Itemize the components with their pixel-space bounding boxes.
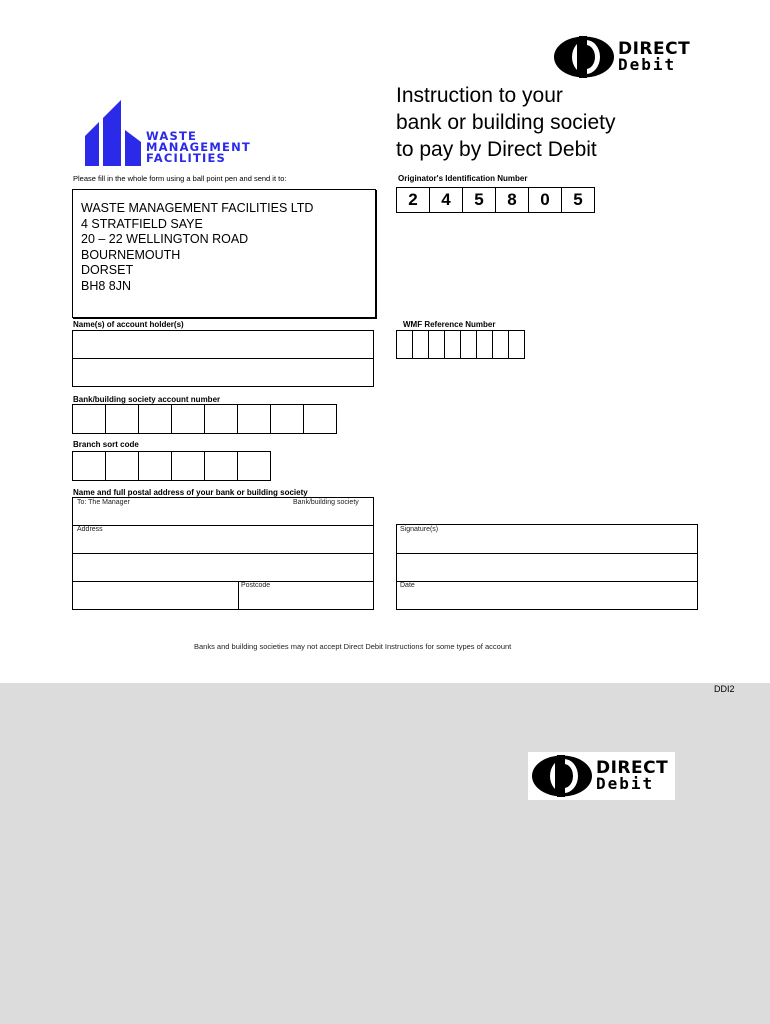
field-divider: [73, 525, 373, 526]
reference-cell[interactable]: [428, 330, 445, 359]
reference-cell[interactable]: [508, 330, 525, 359]
reference-cell[interactable]: [444, 330, 461, 359]
sort-code-cell[interactable]: [72, 451, 106, 481]
reference-cell[interactable]: [460, 330, 477, 359]
sort-code-label: Branch sort code: [73, 440, 139, 449]
to-manager-label: To: The Manager: [77, 499, 130, 506]
form-title: [396, 82, 615, 163]
address-line: WASTE MANAGEMENT FACILITIES LTD: [81, 201, 314, 215]
reference-cell[interactable]: [476, 330, 493, 359]
account-number-label: Bank/building society account number: [73, 395, 221, 404]
originator-digit: 4: [429, 187, 463, 213]
originator-label: Originator's Identification Number: [398, 174, 528, 183]
account-number-cell[interactable]: [171, 404, 205, 434]
originator-digit: 0: [528, 187, 562, 213]
bank-address-heading: Name and full postal address of your bank or building society: [73, 488, 308, 497]
logo-line1: DIRECT: [618, 38, 691, 59]
address-line: BOURNEMOUTH: [81, 247, 181, 262]
reference-cell[interactable]: [412, 330, 429, 359]
direct-debit-emblem-icon: [553, 36, 615, 78]
account-holder-field[interactable]: [72, 330, 374, 387]
date-label: Date: [400, 582, 415, 589]
reference-cell[interactable]: [492, 330, 509, 359]
grey-panel: [0, 683, 770, 1024]
reference-number-field[interactable]: [396, 330, 525, 359]
reference-cell[interactable]: [396, 330, 413, 359]
signature-label: Signature(s): [400, 526, 439, 533]
address-line: 4 STRATFIELD SAYE: [81, 216, 203, 231]
bank-name-label: Bank/building society: [293, 499, 359, 506]
address-line: 20 – 22 WELLINGTON ROAD: [81, 232, 249, 246]
field-divider: [73, 581, 373, 582]
field-divider: [73, 358, 373, 359]
reference-label: WMF Reference Number: [403, 320, 496, 329]
originator-id-boxes: [396, 187, 595, 213]
account-number-cell[interactable]: [270, 404, 304, 434]
sort-code-field[interactable]: [72, 451, 271, 481]
direct-debit-logo-bottom: [528, 752, 675, 800]
field-divider: [73, 553, 373, 554]
title-line3: to pay by Direct Debit: [396, 138, 597, 161]
field-divider: [397, 581, 697, 582]
form-code: DDI2: [714, 684, 735, 694]
wmf-logo-line2: MANAGEMENT: [146, 140, 251, 154]
sort-code-cell[interactable]: [204, 451, 238, 481]
field-divider: [397, 553, 697, 554]
bank-address-field[interactable]: [72, 497, 374, 610]
direct-debit-emblem-icon: [531, 755, 593, 797]
wmf-logo-line1: WASTE: [146, 129, 198, 143]
title-line1: Instruction to your: [396, 84, 563, 107]
originator-digit: 8: [495, 187, 529, 213]
logo-line2: Debit: [596, 773, 655, 793]
wmf-logo: [85, 100, 141, 171]
account-number-cell[interactable]: [72, 404, 106, 434]
account-number-cell[interactable]: [105, 404, 139, 434]
sort-code-cell[interactable]: [171, 451, 205, 481]
account-number-cell[interactable]: [303, 404, 337, 434]
instruction-text: Please fill in the whole form using a ball point pen and send it to:: [73, 174, 287, 183]
account-number-field[interactable]: [72, 404, 337, 434]
account-number-cell[interactable]: [204, 404, 238, 434]
direct-debit-logo: [553, 36, 690, 78]
address-label: Address: [77, 526, 103, 533]
sort-code-cell[interactable]: [237, 451, 271, 481]
logo-line1: DIRECT: [596, 757, 669, 778]
originator-digit: 5: [462, 187, 496, 213]
title-line2: bank or building society: [396, 111, 616, 134]
footer-note: Banks and building societies may not accept Direct Debit Instructions for some types of account: [194, 642, 512, 651]
account-holder-label: Name(s) of account holder(s): [73, 320, 184, 329]
logo-line2: Debit: [618, 54, 677, 74]
buildings-icon: [85, 100, 141, 166]
sort-code-cell[interactable]: [138, 451, 172, 481]
account-number-cell[interactable]: [138, 404, 172, 434]
sort-code-cell[interactable]: [105, 451, 139, 481]
account-number-cell[interactable]: [237, 404, 271, 434]
signature-date-field[interactable]: [396, 524, 698, 610]
wmf-logo-line3: FACILITIES: [146, 151, 227, 165]
field-divider: [238, 581, 239, 609]
originator-digit: 2: [396, 187, 430, 213]
wmf-logo-text: [146, 131, 251, 164]
address-line: DORSET: [81, 263, 134, 277]
address-line: BH8 8JN: [81, 278, 132, 293]
postcode-label: Postcode: [241, 582, 271, 589]
originator-digit: 5: [561, 187, 595, 213]
address-box: [72, 189, 376, 318]
